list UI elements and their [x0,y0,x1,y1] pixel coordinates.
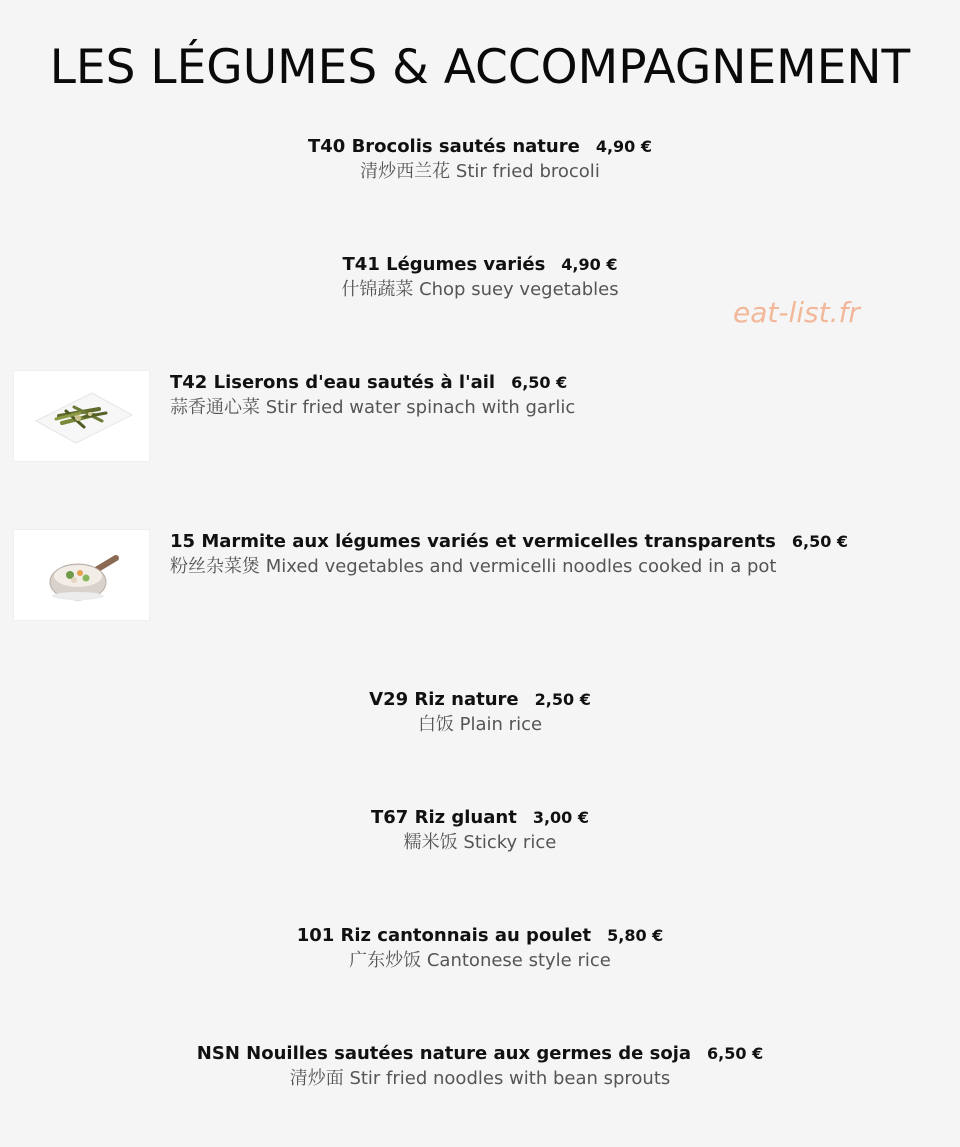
menu-item-description: 粉丝杂菜煲 Mixed vegetables and vermicelli noodles cooked in a pot [170,556,777,577]
menu-item-description: 清炒西兰花 Stir fried brocoli [360,161,600,182]
vegetable-pot-photo [14,530,149,620]
water-spinach-dish-icon [14,371,149,461]
menu-item [0,806,960,856]
menu-item-price: 4,90 € [561,255,618,274]
menu-item-title [0,806,960,830]
menu-item-title [0,135,960,159]
menu-item-title [0,924,960,948]
menu-item-title [170,371,575,395]
menu-item-title [0,1042,960,1066]
menu-item-price: 6,50 € [511,373,568,392]
menu-item-description: 蒜香通心菜 Stir fried water spinach with garlic [170,397,576,418]
menu-item-name: T41 Légumes variés [342,254,546,275]
water-spinach-dish-photo [14,371,149,461]
menu-item-name: T40 Brocolis sautés nature [307,136,580,157]
menu-item [0,924,960,974]
menu-item-price: 3,00 € [532,808,589,827]
menu-item-name: T67 Riz gluant [371,807,517,828]
menu-item-name: NSN Nouilles sautées nature aux germes de soja [196,1043,692,1064]
menu-item-name: T42 Liserons d'eau sautés à l'ail [170,372,496,393]
menu-item-price: 6,50 € [791,532,849,551]
menu-item-name: 15 Marmite aux légumes variés et vermicelles transparents [170,531,776,552]
menu-item [0,135,960,185]
watermark: eat-list.fr [733,296,860,329]
menu-item [0,688,960,738]
menu-item-title [0,253,960,277]
menu-item-description: 糯米饭 Sticky rice [403,832,557,853]
menu-item-description: 什锦蔬菜 Chop suey vegetables [341,279,619,300]
menu-item [0,1042,960,1092]
menu-item-price: 2,50 € [534,690,591,709]
menu-item-text [170,530,848,580]
clay-pot-icon [14,530,149,620]
menu-item-description: 清炒面 Stir fried noodles with bean sprouts [289,1068,671,1089]
menu-item-description: 白饭 Plain rice [417,714,543,735]
menu-item-description: 广东炒饭 Cantonese style rice [349,950,611,971]
menu-item-name: V29 Riz nature [369,689,519,710]
menu-item-price: 6,50 € [707,1044,764,1063]
page-title: LES LÉGUMES & ACCOMPAGNEMENT [49,40,911,95]
menu-item-title [0,688,960,712]
menu-item-price: 5,80 € [607,926,664,945]
menu-item [0,253,960,303]
menu-item-price: 4,90 € [595,137,653,156]
menu-item-name: 101 Riz cantonnais au poulet [296,925,592,946]
menu-item-title [170,530,848,554]
menu-item-text [170,371,575,421]
